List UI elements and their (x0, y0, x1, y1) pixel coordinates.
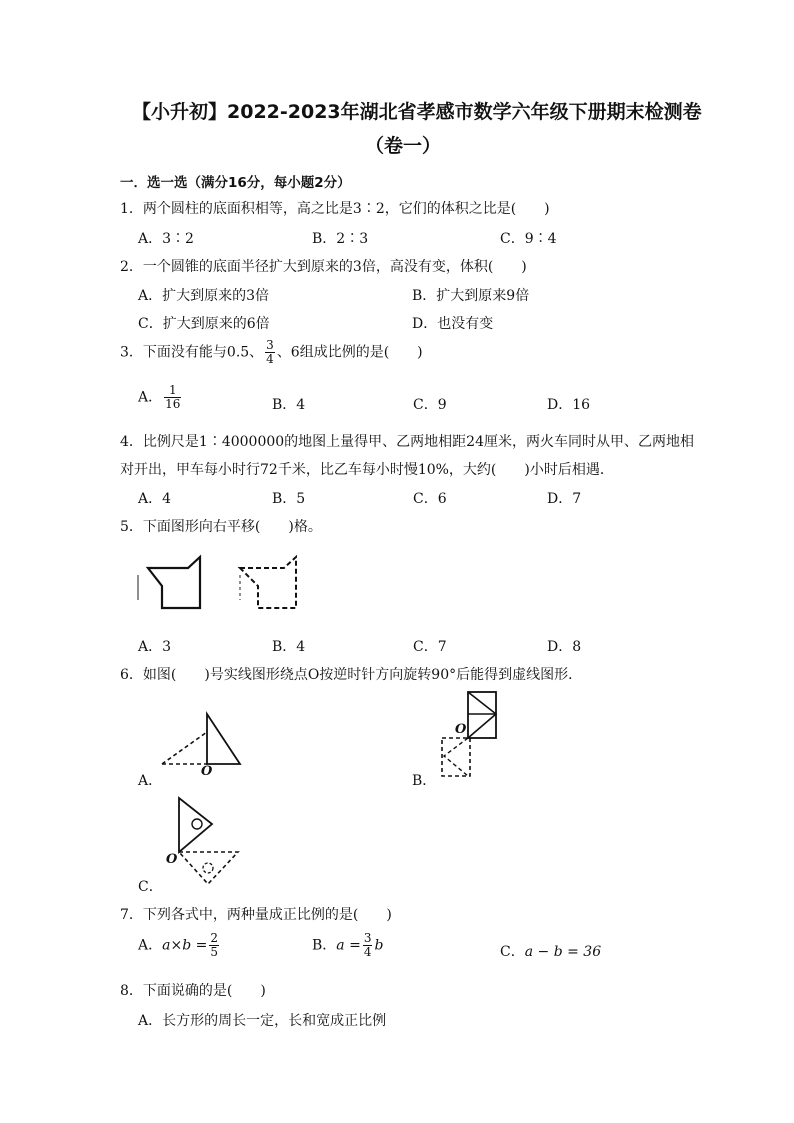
question-6: 6．如图( )号实线图形绕点O按逆时针方向旋转90°后能得到虚线图形． (120, 667, 583, 683)
q6b-solid-square (468, 692, 496, 738)
q3-option-a (138, 384, 183, 411)
question-7: 7．下列各式中，两种量成正比例的是( ) (120, 907, 392, 923)
q7-opt-a-den: 5 (210, 945, 218, 959)
q6-option-b: B． (412, 773, 437, 789)
q5-translation-figure (136, 555, 306, 615)
q3-option-a-fraction (164, 384, 181, 411)
q5-option-c: C．7 (413, 639, 447, 655)
q6b-dashed-inner (444, 738, 468, 776)
question-5: 5．下面图形向右平移( )格。 (120, 519, 322, 535)
q3-option-a-label: A． (138, 389, 163, 406)
page-title: 【小升初】2022-2023年湖北省孝感市数学六年级下册期末检测卷 (132, 101, 702, 123)
q7-opt-a-prefix: A． (138, 937, 163, 954)
question-4-line-1: 4．比例尺是1∶4000000的地图上量得甲、乙两地相距24厘米，两火车同时从甲、乙两地相 (120, 434, 694, 450)
q7-opt-a-expr: a×b = (162, 937, 208, 954)
q4-option-a: A．4 (138, 491, 172, 507)
q4-option-c: C．6 (413, 491, 447, 507)
q7-opt-a-num: 2 (210, 931, 218, 945)
q6c-dashed-circle (203, 863, 213, 873)
q1-option-a: A．3∶2 (138, 231, 194, 247)
q5-option-d: D．8 (547, 639, 582, 655)
q7-opt-b-den: 4 (363, 945, 372, 959)
q7-opt-b-expr: a = (336, 937, 361, 954)
section-heading: 一．选一选（满分16分，每小题2分） (120, 175, 351, 191)
q2-option-c: C．扩大到原来的6倍 (138, 316, 270, 332)
q2-option-b: B．扩大到原来9倍 (412, 288, 530, 304)
q6-figure-b (440, 690, 502, 785)
question-8: 8．下面说确的是( ) (120, 983, 266, 999)
q2-option-a: A．扩大到原来的3倍 (138, 288, 270, 304)
q7-option-c (500, 941, 601, 961)
q3-text-before: 3．下面没有能与0.5、 (120, 344, 264, 361)
q2-option-d: D．也没有变 (412, 316, 494, 332)
q6a-solid-triangle (207, 714, 240, 764)
q3-frac-num: 3 (266, 338, 274, 352)
q4-option-b: B．5 (272, 491, 306, 507)
q6b-solid-inner (468, 692, 496, 738)
q3-option-d: D．16 (547, 397, 591, 413)
q6c-dashed-triangle (179, 852, 238, 884)
q4-option-d: D．7 (547, 491, 582, 507)
q1-option-c: C．9∶4 (500, 231, 557, 247)
q3-opt-a-den: 16 (165, 397, 181, 411)
q5-solid-shape (148, 557, 200, 608)
q6b-point-o: O (455, 722, 467, 737)
q6c-solid-circle (192, 819, 202, 829)
q6-option-c: C． (138, 879, 163, 895)
q7-opt-b-prefix: B． (312, 937, 337, 954)
q7-opt-b-suffix: b (374, 937, 384, 954)
q3-opt-a-num: 1 (164, 384, 181, 398)
q6c-solid-triangle (179, 798, 212, 852)
q5-option-b: B．4 (272, 639, 306, 655)
q3-option-c: C．9 (413, 397, 447, 413)
q7-opt-c-prefix: C． (500, 944, 525, 960)
q7-opt-b-num: 3 (363, 931, 372, 945)
question-1: 1．两个圆柱的底面积相等，高之比是3∶2，它们的体积之比是( ) (120, 201, 550, 217)
q5-dashed-shape (240, 557, 296, 608)
question-2: 2．一个圆锥的底面半径扩大到原来的3倍，高没有变，体积( ) (120, 259, 527, 275)
page-subtitle: （卷一） (365, 135, 442, 157)
q3-fraction (265, 339, 275, 366)
q5-option-a: A．3 (138, 639, 172, 655)
q6b-dashed-square (442, 738, 470, 776)
q7-opt-a-fraction (209, 932, 219, 959)
q6c-point-o: O (166, 852, 178, 867)
question-4-line-2: 对开出，甲车每小时行72千米，比乙车每小时慢10%，大约( )小时后相遇． (120, 462, 614, 478)
q6-option-a: A． (138, 773, 163, 789)
q1-option-b: B．2∶3 (312, 231, 369, 247)
q3-option-b: B．4 (272, 397, 306, 413)
q8-option-a: A．长方形的周长一定，长和宽成正比例 (138, 1013, 387, 1029)
q6a-point-o: O (201, 764, 213, 779)
q7-option-a (138, 932, 221, 959)
q6-figure-c (170, 794, 245, 889)
q7-opt-b-fraction (363, 932, 373, 959)
question-3 (120, 339, 423, 366)
q3-frac-den: 4 (266, 352, 274, 366)
q3-text-after: 、6组成比例的是( ) (276, 344, 423, 361)
q7-option-b (312, 932, 383, 959)
q6a-dashed-hyp (162, 732, 207, 764)
q7-opt-c-expr: a − b = 36 (524, 944, 602, 960)
